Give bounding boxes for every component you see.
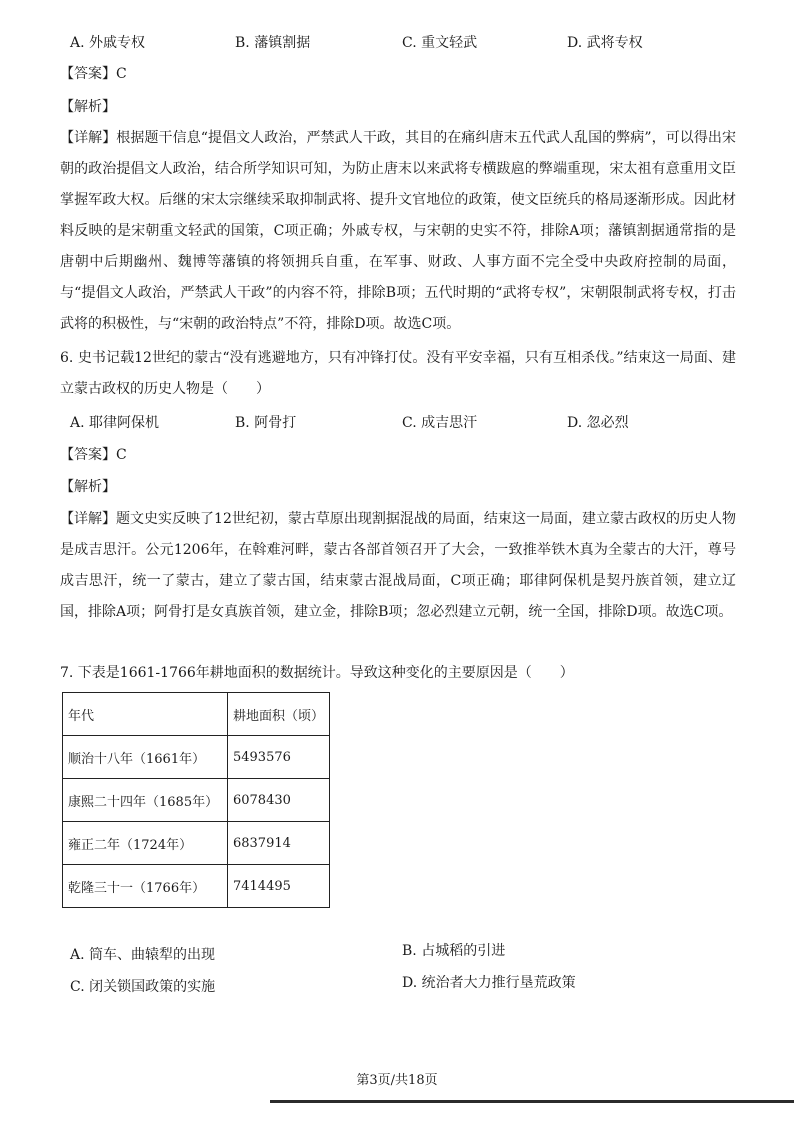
q7-option-b: B. 占城稻的引进 (402, 943, 506, 959)
table-cell-era: 顺治十八年（1661年） (63, 736, 228, 779)
q5-answer: 【答案】C (60, 66, 127, 82)
table-row (63, 822, 330, 865)
table-cell-era: 康熙二十四年（1685年） (63, 779, 228, 822)
table-cell-area: 6837914 (227, 822, 329, 865)
q5-option-d: D. 武将专权 (567, 35, 643, 51)
q5-option-a: A. 外戚专权 (70, 35, 146, 51)
table-row (63, 779, 330, 822)
q6-option-d: D. 忽必烈 (567, 415, 629, 431)
q6-option-c: C. 成吉思汗 (402, 415, 478, 431)
table-cell-era: 乾隆三十一（1766年） (63, 865, 228, 908)
q7-option-a: A. 筒车、曲辕犁的出现 (70, 947, 216, 963)
table-cell-area: 5493576 (227, 736, 329, 779)
q5-option-b: B. 藩镇割据 (235, 35, 311, 51)
q5-option-c: C. 重文轻武 (402, 35, 478, 51)
q6-detail: 【详解】题文史实反映了12世纪初，蒙古草原出现割据混战的局面，结束这一局面，建立蒙古政权的历史人物是成吉思汗。公元1206年，在斡难河畔，蒙古各部首领召开了大会，一致推举铁木真为全蒙古的大汗，尊号成吉思汗，统一了蒙古，建立了蒙古国，结束蒙古混战局面，C项正确；耶律阿保机是契丹族首领，建立辽国，排除A项；阿骨打是女真族首领，建立金，排除B项；忽必烈建立元朝，统一全国，排除D项。故选C项。 (60, 511, 736, 620)
table-row (63, 736, 330, 779)
q6-analysis-label: 【解析】 (60, 479, 116, 495)
table-cell-area: 7414495 (227, 865, 329, 908)
table-header-era: 年代 (63, 693, 228, 736)
table-cell-era: 雍正二年（1724年） (63, 822, 228, 865)
q7-option-d: D. 统治者大力推行垦荒政策 (402, 975, 576, 991)
q5-detail: 【详解】根据题干信息“提倡文人政治，严禁武人干政，其目的在痛纠唐末五代武人乱国的弊病”，可以得出宋朝的政治提倡文人政治，结合所学知识可知，为防止唐末以来武将专横跋扈的弊端重现，宋太祖有意重用文臣掌握军政大权。后继的宋太宗继续采取抑制武将、提升文官地位的政策，使文臣统兵的格局逐渐形成。因此材料反映的是宋朝重文轻武的国策，C项正确；外戚专权，与宋朝的史实不符，排除A项；藩镇割据通常指的是唐朝中后期幽州、魏博等藩镇的将领拥兵自重，在军事、财政、人事方面不完全受中央政府控制的局面，与“提倡文人政治，严禁武人干政”的内容不符，排除B项；五代时期的“武将专权”，宋朝限制武将专权，打击武将的积极性，与“宋朝的政治特点”不符，排除D项。故选C项。 (60, 130, 736, 332)
page-number: 第3页/共18页 (356, 1073, 438, 1088)
q7-stem: 7. 下表是1661-1766年耕地面积的数据统计。导致这种变化的主要原因是（ ） (60, 665, 574, 681)
q6-option-b: B. 阿骨打 (235, 415, 297, 431)
q6-stem: 6. 史书记载12世纪的蒙古“没有逃避地方，只有冲锋打仗。没有平安幸福，只有互相杀伐。”结束这一局面、建立蒙古政权的历史人物是（ ） (60, 350, 736, 397)
q6-option-a: A. 耶律阿保机 (70, 415, 160, 431)
q5-analysis-label: 【解析】 (60, 99, 116, 115)
table-header-area: 耕地面积（顷） (227, 693, 329, 736)
table-header-row (63, 693, 330, 736)
scan-edge-line (270, 1100, 794, 1103)
table-row (63, 865, 330, 908)
q7-option-c: C. 闭关锁国政策的实施 (70, 979, 216, 995)
table-cell-area: 6078430 (227, 779, 329, 822)
farmland-table (62, 692, 330, 908)
q6-answer: 【答案】C (60, 447, 127, 463)
